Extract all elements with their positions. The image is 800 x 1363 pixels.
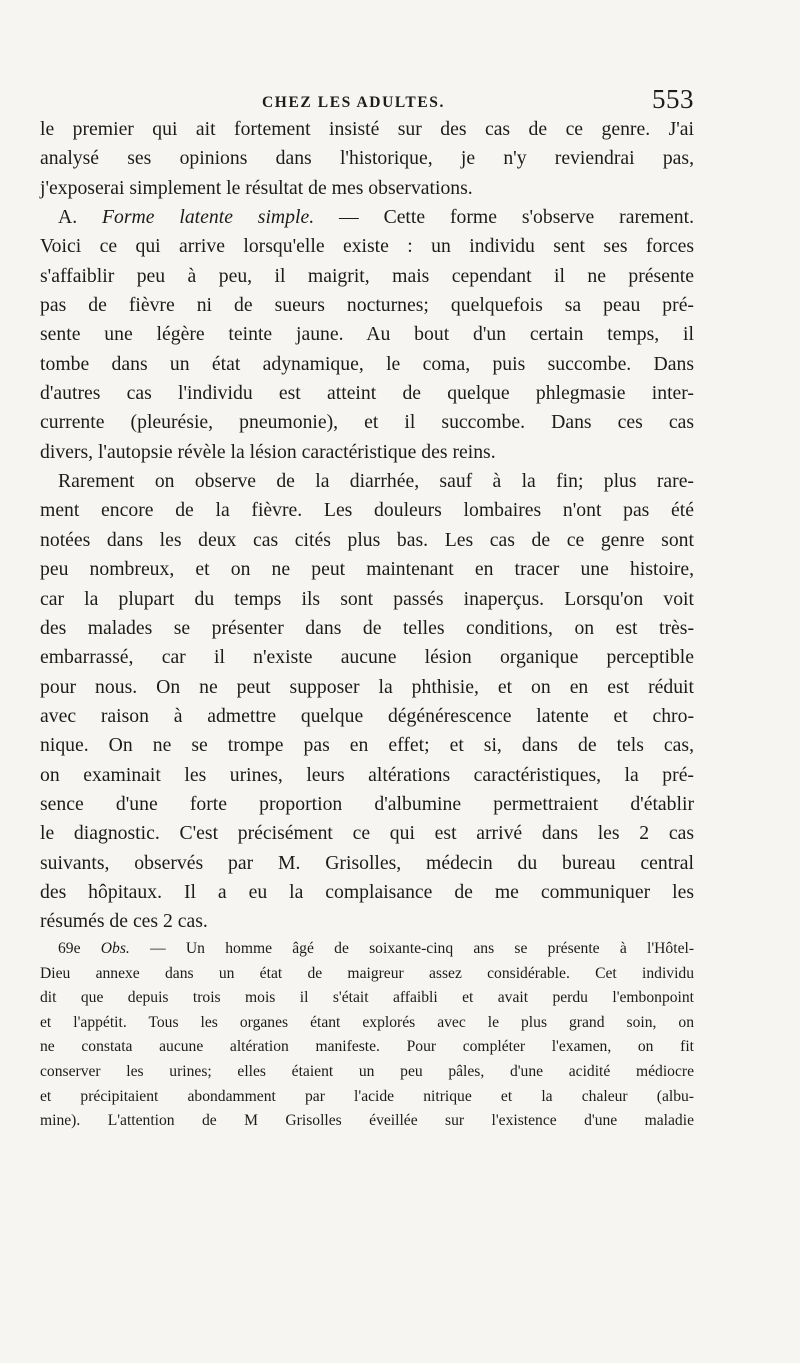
body-text xyxy=(40,115,694,937)
text-line: car la plupart du temps ils sont passés inaperçus. Lorsqu'on voit xyxy=(40,587,694,610)
observation-number: 69e xyxy=(58,940,81,957)
text-line: notées dans les deux cas cités plus bas. Les cas de ce genre sont xyxy=(40,528,694,551)
section-title: Forme latente simple. xyxy=(102,206,315,229)
text-line: analysé ses opinions dans l'historique, je n'y reviendrai pas, xyxy=(40,147,694,170)
text-line: suivants, observés par M. Grisolles, médecin du bureau central xyxy=(40,851,694,874)
text-line: des hôpitaux. Il a eu la complaisance de me communiquer les xyxy=(40,880,694,903)
note-line: Dieu annexe dans un état de maigreur assez considérable. Cet individu xyxy=(40,964,694,982)
text-line: tombe dans un état adynamique, le coma, puis succombe. Dans xyxy=(40,352,694,375)
observation-label: Obs. xyxy=(100,940,130,957)
text-line: ment encore de la fièvre. Les douleurs lombaires n'ont pas été xyxy=(40,499,694,522)
observation-note xyxy=(40,937,694,1134)
text-line: divers, l'autopsie révèle la lésion caractéristique des reins. xyxy=(40,440,496,463)
observation-heading-line xyxy=(40,937,694,962)
text-line: le diagnostic. C'est précisément ce qui est arrivé dans les 2 cas xyxy=(40,822,694,845)
page-number: 553 xyxy=(652,84,694,114)
section-letter: A. xyxy=(58,206,78,229)
note-line: mine). L'attention de M Grisolles éveillée sur l'existence d'une maladie xyxy=(40,1112,694,1130)
text-line: embarrassé, car il n'existe aucune lésion organique perceptible xyxy=(40,646,694,669)
text-line: résumés de ces 2 cas. xyxy=(40,910,208,933)
note-line: et précipitaient abondamment par l'acide nitrique et la chaleur (albu- xyxy=(40,1087,694,1105)
note-line: — Un homme âgé de soixante-cinq ans se présente à l'Hôtel- xyxy=(150,940,695,957)
text-line: on examinait les urines, leurs altérations caractéristiques, la pré- xyxy=(40,763,694,786)
section-heading-line xyxy=(40,203,694,232)
text-line: sence d'une forte proportion d'albumine permettraient d'établir xyxy=(40,792,694,815)
running-title: CHEZ LES ADULTES. xyxy=(262,94,445,111)
text-line: avec raison à admettre quelque dégénérescence latente et chro- xyxy=(40,704,694,727)
note-line: conserver les urines; elles étaient un peu pâles, d'une acidité médiocre xyxy=(40,1062,694,1080)
text-line: Voici ce qui arrive lorsqu'elle existe : un individu sent ses forces xyxy=(40,235,694,258)
text-line: le premier qui ait fortement insisté sur des cas de ce genre. J'ai xyxy=(40,118,694,140)
text-line: pas de fièvre ni de sueurs nocturnes; quelquefois sa peau pré- xyxy=(40,294,694,317)
text-line: Rarement on observe de la diarrhée, sauf à la fin; plus rare- xyxy=(58,470,694,493)
text-line: currente (pleurésie, pneumonie), et il succombe. Dans ces cas xyxy=(40,411,694,434)
text-line: pour nous. On ne peut supposer la phthisie, et on en est réduit xyxy=(40,675,694,698)
note-line: dit que depuis trois mois il s'était affaibli et avait perdu l'embonpoint xyxy=(40,989,694,1007)
text-line: s'affaiblir peu à peu, il maigrit, mais cependant il ne présente xyxy=(40,264,694,287)
text-line: — Cette forme s'observe rarement. xyxy=(339,206,695,229)
text-line: des malades se présenter dans de telles conditions, on est très- xyxy=(40,616,694,639)
text-line: peu nombreux, et on ne peut maintenant en tracer une histoire, xyxy=(40,558,694,581)
note-line: et l'appétit. Tous les organes étant explorés avec le plus grand soin, on xyxy=(40,1013,694,1031)
text-line: sente une légère teinte jaune. Au bout d'un certain temps, il xyxy=(40,323,694,346)
note-line: ne constata aucune altération manifeste. Pour compléter l'examen, on fit xyxy=(40,1038,694,1056)
text-line: nique. On ne se trompe pas en effet; et si, dans de tels cas, xyxy=(40,734,694,757)
text-line: d'autres cas l'individu est atteint de quelque phlegmasie inter- xyxy=(40,382,694,405)
text-line: j'exposerai simplement le résultat de mes observations. xyxy=(40,176,473,199)
